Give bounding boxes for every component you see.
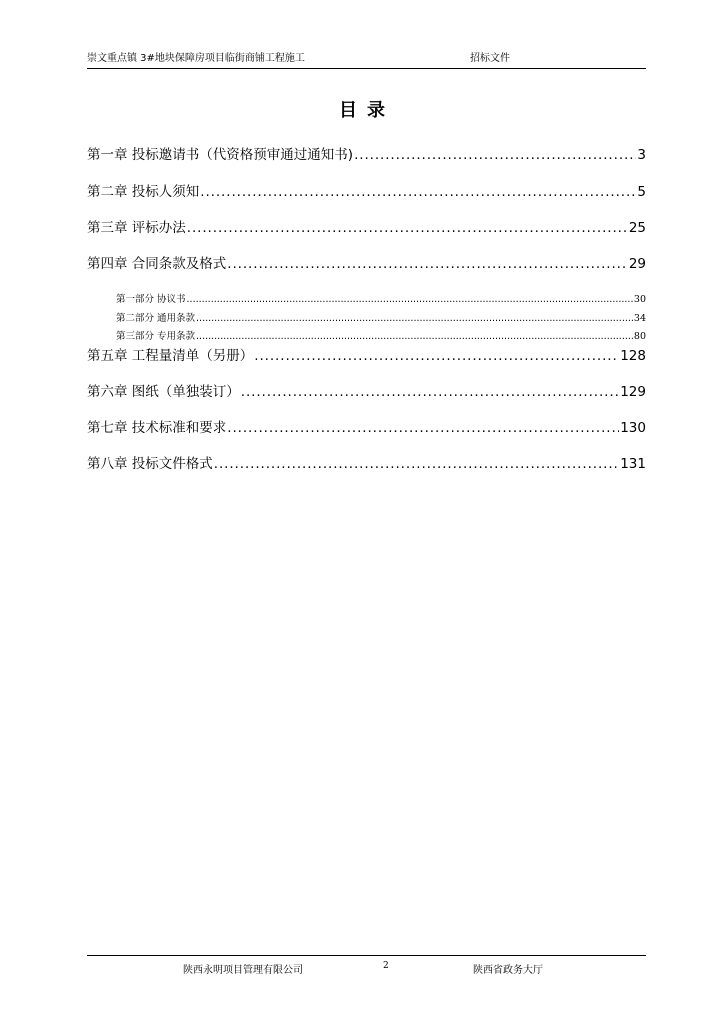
toc-entry-chapter-3[interactable] bbox=[87, 218, 646, 238]
toc-entry-part-3[interactable] bbox=[116, 330, 646, 344]
toc-entry-chapter-5[interactable] bbox=[87, 346, 646, 366]
toc-title: 目录 bbox=[339, 100, 395, 121]
toc-entry-label: 第一章 投标邀请书（代资格预审通过通知书) bbox=[87, 147, 354, 163]
toc-entry-label: 第七章 技术标准和要求 bbox=[87, 420, 227, 436]
toc-entry-label: 第六章 图纸（单独装订） bbox=[87, 384, 240, 400]
toc-leader-dots bbox=[187, 293, 633, 307]
toc-entry-page: 130 bbox=[620, 420, 646, 436]
toc-entry-page: 5 bbox=[637, 184, 646, 200]
toc-entry-page: 80 bbox=[633, 331, 646, 342]
header-doc-type: 招标文件 bbox=[470, 53, 510, 64]
toc-entry-page: 128 bbox=[620, 348, 646, 364]
toc-entry-page: 34 bbox=[633, 313, 646, 324]
toc-entry-label: 第三部分 专用条款 bbox=[116, 331, 196, 342]
toc-entry-part-2[interactable] bbox=[116, 312, 646, 326]
toc-entry-page: 29 bbox=[628, 256, 646, 272]
toc-entry-label: 第二章 投标人须知 bbox=[87, 184, 200, 200]
toc-entry-label: 第五章 工程量清单（另册） bbox=[87, 348, 254, 364]
toc-leader-dots bbox=[241, 382, 619, 402]
footer-page-number: 2 bbox=[383, 961, 389, 971]
toc-entry-page: 3 bbox=[637, 147, 646, 163]
toc-entry-chapter-8[interactable] bbox=[87, 454, 646, 474]
toc-leader-dots bbox=[227, 418, 619, 438]
toc-entry-chapter-6[interactable] bbox=[87, 382, 646, 402]
footer-office: 陕西省政务大厅 bbox=[473, 965, 543, 976]
footer-company-name: 陕西永明项目管理有限公司 bbox=[183, 965, 303, 976]
header-project-name: 崇文重点镇 3#地块保障房项目临街商铺工程施工 bbox=[87, 53, 305, 64]
toc-entry-chapter-7[interactable] bbox=[87, 418, 646, 438]
toc-entry-chapter-1[interactable] bbox=[87, 145, 646, 165]
toc-entry-part-1[interactable] bbox=[116, 293, 646, 307]
toc-leader-dots bbox=[187, 218, 628, 238]
toc-entry-label: 第二部分 通用条款 bbox=[116, 313, 196, 324]
toc-entry-page: 131 bbox=[620, 456, 646, 472]
page-footer bbox=[87, 955, 646, 980]
toc-entry-page: 30 bbox=[633, 294, 646, 305]
toc-entry-page: 25 bbox=[628, 220, 646, 236]
toc-entry-label: 第一部分 协议书 bbox=[116, 294, 186, 305]
toc-entry-chapter-4[interactable] bbox=[87, 254, 646, 274]
toc-entry-label: 第四章 合同条款及格式 bbox=[87, 256, 227, 272]
toc-entry-page: 129 bbox=[620, 384, 646, 400]
toc-leader-dots bbox=[354, 145, 636, 165]
toc-leader-dots bbox=[214, 454, 619, 474]
toc-leader-dots bbox=[196, 330, 633, 344]
toc-entry-chapter-2[interactable] bbox=[87, 182, 646, 202]
toc-entry-label: 第八章 投标文件格式 bbox=[87, 456, 213, 472]
toc-leader-dots bbox=[227, 254, 628, 274]
toc-leader-dots bbox=[196, 312, 633, 326]
toc-leader-dots bbox=[200, 182, 636, 202]
page-header bbox=[87, 52, 646, 69]
toc-leader-dots bbox=[254, 346, 619, 366]
toc-entry-label: 第三章 评标办法 bbox=[87, 220, 186, 236]
